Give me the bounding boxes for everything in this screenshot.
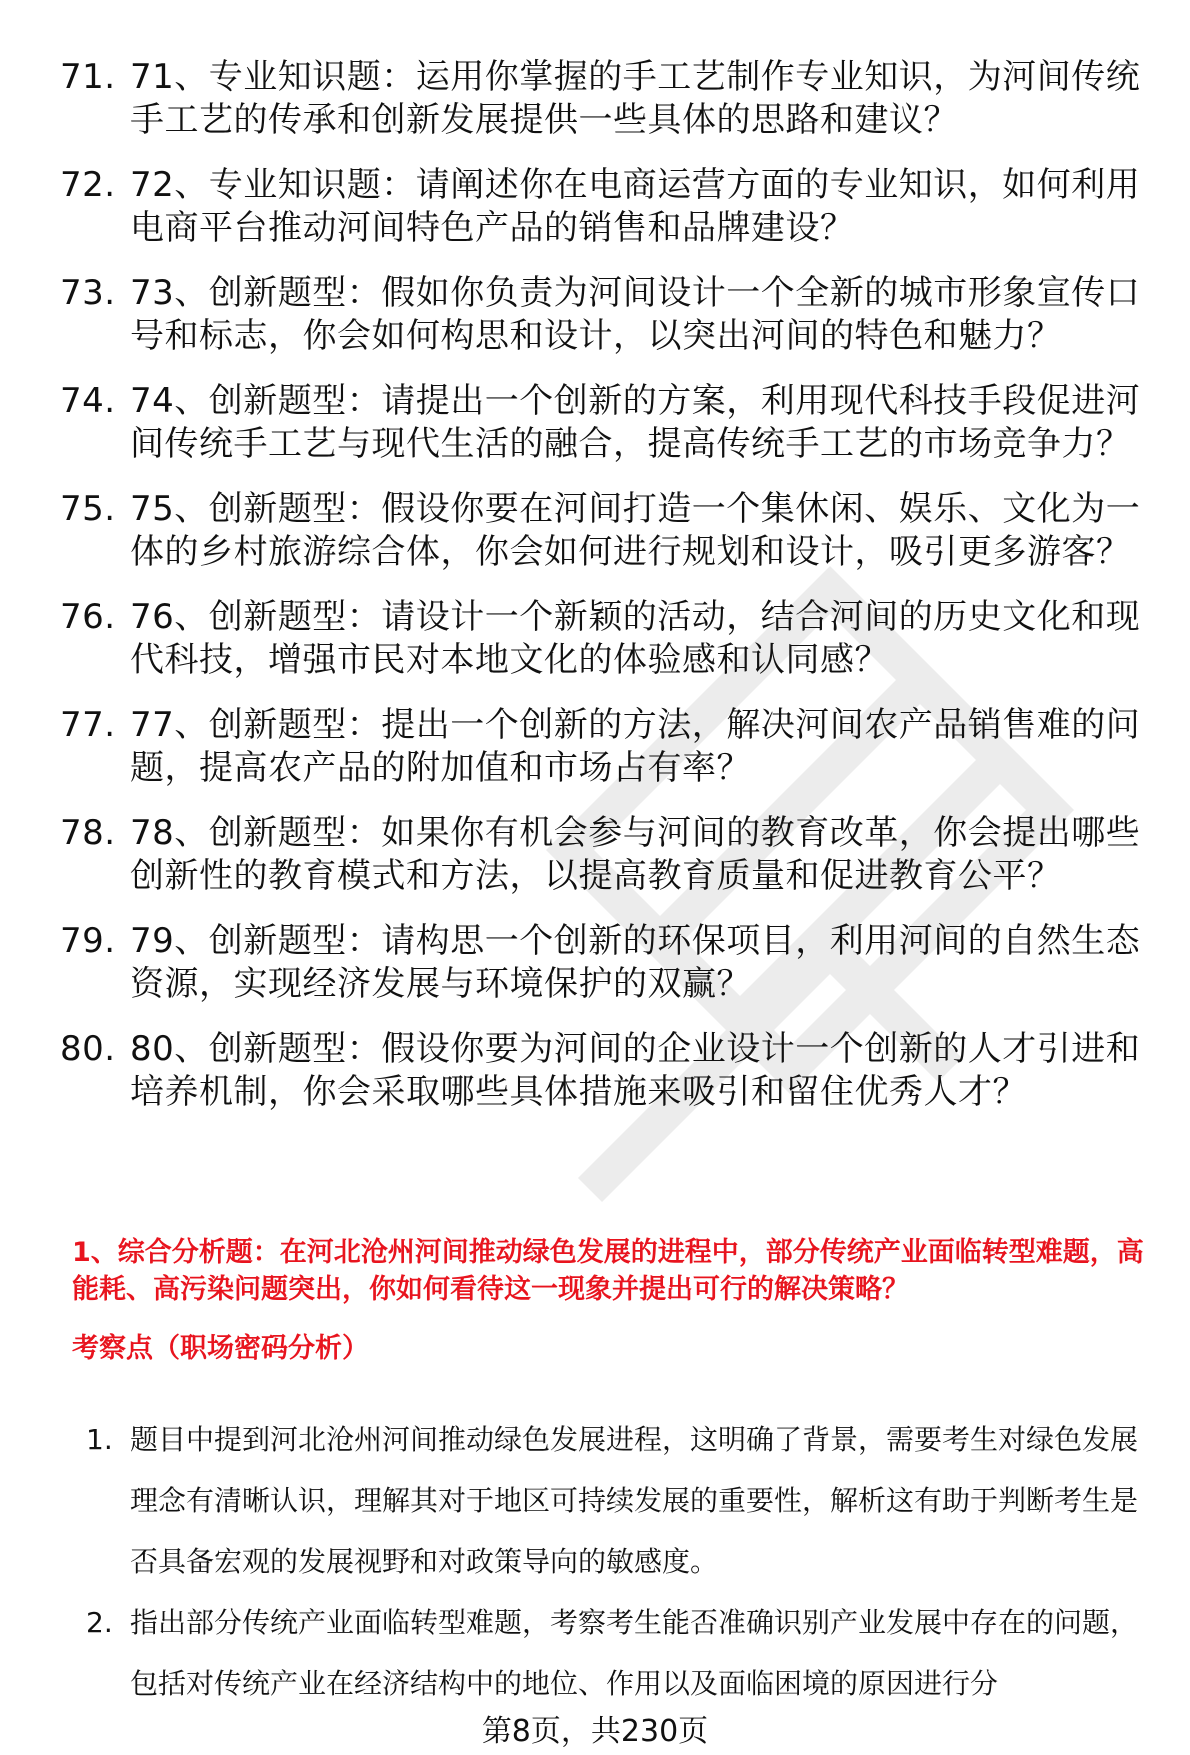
question-number: 74. bbox=[60, 381, 116, 421]
question-number: 73. bbox=[60, 273, 116, 313]
question-text: 76、创新题型：请设计一个新颖的活动，结合河间的历史文化和现代科技，增强市民对本地文化的体验感和认同感？ bbox=[130, 597, 1141, 680]
case-question-title: 1、综合分析题：在河北沧州河间推动绿色发展的进程中，部分传统产业面临转型难题，高能耗、高污染问题突出，你如何看待这一现象并提出可行的解决策略？ bbox=[72, 1237, 1144, 1305]
question-item bbox=[60, 488, 1160, 574]
question-list bbox=[60, 56, 1160, 1136]
analysis-point bbox=[86, 1592, 1158, 1714]
question-item bbox=[60, 812, 1160, 898]
case-analysis-section bbox=[72, 1234, 1152, 1367]
analysis-points-list bbox=[86, 1409, 1158, 1714]
question-item bbox=[60, 1028, 1160, 1114]
question-item bbox=[60, 704, 1160, 790]
question-text: 75、创新题型：假设你要在河间打造一个集休闲、娱乐、文化为一体的乡村旅游综合体，你会如何进行规划和设计，吸引更多游客？ bbox=[130, 489, 1141, 572]
question-text: 80、创新题型：假设你要为河间的企业设计一个创新的人才引进和培养机制，你会采取哪些具体措施来吸引和留住优秀人才？ bbox=[130, 1029, 1141, 1112]
question-text: 79、创新题型：请构思一个创新的环保项目，利用河间的自然生态资源，实现经济发展与环境保护的双赢？ bbox=[130, 921, 1141, 1004]
point-number: 2. bbox=[86, 1606, 113, 1639]
point-text: 指出部分传统产业面临转型难题，考察考生能否准确识别产业发展中存在的问题，包括对传统产业在经济结构中的地位、作用以及面临困境的原因进行分 bbox=[130, 1606, 1139, 1700]
point-number: 1. bbox=[86, 1423, 113, 1456]
question-item bbox=[60, 272, 1160, 358]
question-text: 72、专业知识题：请阐述你在电商运营方面的专业知识，如何利用电商平台推动河间特色产品的销售和品牌建设？ bbox=[130, 165, 1141, 248]
point-text: 题目中提到河北沧州河间推动绿色发展进程，这明确了背景，需要考生对绿色发展理念有清晰认识，理解其对于地区可持续发展的重要性，解析这有助于判断考生是否具备宏观的发展视野和对政策导向的敏感度。 bbox=[130, 1423, 1139, 1578]
question-text: 74、创新题型：请提出一个创新的方案，利用现代科技手段促进河间传统手工艺与现代生活的融合，提高传统手工艺的市场竞争力？ bbox=[130, 381, 1141, 464]
question-item bbox=[60, 596, 1160, 682]
question-text: 73、创新题型：假如你负责为河间设计一个全新的城市形象宣传口号和标志，你会如何构思和设计，以突出河间的特色和魅力？ bbox=[130, 273, 1141, 356]
question-item bbox=[60, 56, 1160, 142]
question-text: 71、专业知识题：运用你掌握的手工艺制作专业知识，为河间传统手工艺的传承和创新发展提供一些具体的思路和建议？ bbox=[130, 57, 1141, 140]
question-number: 80. bbox=[60, 1029, 116, 1069]
question-text: 77、创新题型：提出一个创新的方法，解决河间农产品销售难的问题，提高农产品的附加值和市场占有率？ bbox=[130, 705, 1141, 788]
question-item bbox=[60, 920, 1160, 1006]
analysis-heading: 考察点（职场密码分析） bbox=[72, 1333, 369, 1364]
analysis-point bbox=[86, 1409, 1158, 1592]
question-item bbox=[60, 164, 1160, 250]
question-item bbox=[60, 380, 1160, 466]
question-number: 75. bbox=[60, 489, 116, 529]
question-number: 76. bbox=[60, 597, 116, 637]
question-number: 71. bbox=[60, 57, 116, 97]
question-number: 79. bbox=[60, 921, 116, 961]
question-number: 77. bbox=[60, 705, 116, 745]
question-text: 78、创新题型：如果你有机会参与河间的教育改革，你会提出哪些创新性的教育模式和方法，以提高教育质量和促进教育公平？ bbox=[130, 813, 1141, 896]
question-number: 78. bbox=[60, 813, 116, 853]
question-number: 72. bbox=[60, 165, 116, 205]
page-footer: 第8页，共230页 bbox=[481, 1714, 709, 1749]
